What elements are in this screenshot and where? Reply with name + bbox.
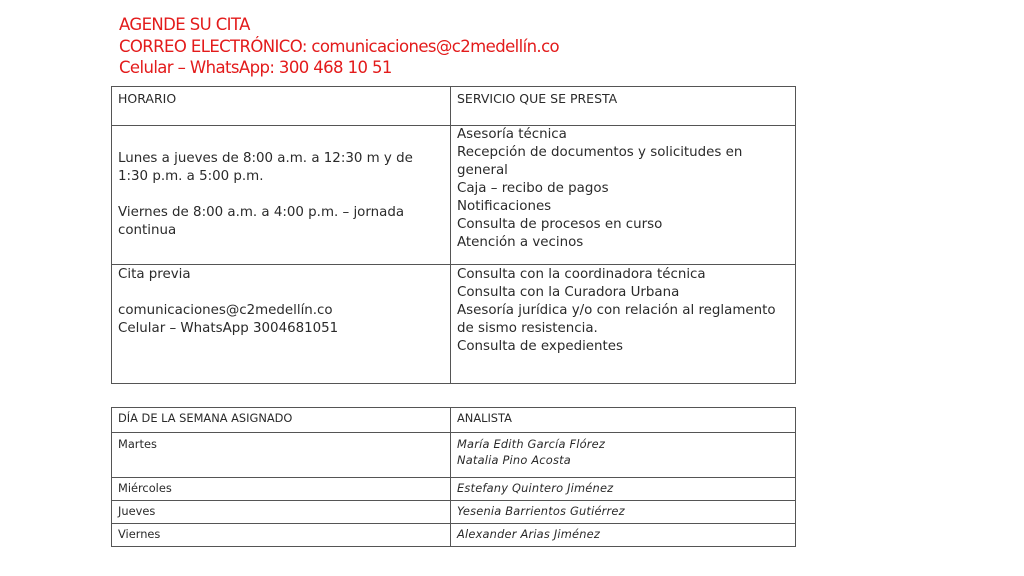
service-item: Consulta de expedientes <box>457 339 623 354</box>
service-item: Consulta de procesos en curso <box>457 217 663 232</box>
day-cell: Miércoles <box>112 478 451 501</box>
email-line: CORREO ELECTRÓNICO: comunicaciones@c2medellín.co <box>119 36 560 56</box>
service-item: Asesoría técnica <box>457 127 567 142</box>
header-servicio: SERVICIO QUE SE PRESTA <box>451 87 796 126</box>
services-cell <box>451 126 796 265</box>
cita-email: comunicaciones@c2medellín.co <box>118 303 333 318</box>
analyst-name: Estefany Quintero Jiménez <box>451 478 796 501</box>
analyst-cell <box>451 433 796 478</box>
analyst-table <box>111 407 796 547</box>
horario-cell <box>112 126 451 265</box>
service-item: Caja – recibo de pagos <box>457 181 609 196</box>
table-row <box>112 478 796 501</box>
analyst-name: Alexander Arias Jiménez <box>451 524 796 547</box>
table-row <box>112 265 796 384</box>
analyst-name: María Edith García Flórez <box>457 437 606 451</box>
horario-friday: Viernes de 8:00 a.m. a 4:00 p.m. – jornada continua <box>118 205 405 238</box>
schedule-table <box>111 86 796 384</box>
contact-header <box>119 14 559 79</box>
analyst-name: Yesenia Barrientos Gutiérrez <box>451 501 796 524</box>
phone-line: Celular – WhatsApp: 300 468 10 51 <box>119 58 392 77</box>
table-row <box>112 126 796 265</box>
cita-previa-title: Cita previa <box>118 267 191 282</box>
cita-previa-cell <box>112 265 451 384</box>
horario-weekdays: Lunes a jueves de 8:00 a.m. a 12:30 m y de 1:30 p.m. a 5:00 p.m. <box>118 151 413 184</box>
header-dia: DÍA DE LA SEMANA ASIGNADO <box>112 408 451 433</box>
table-row <box>112 501 796 524</box>
service-item: Notificaciones <box>457 199 552 214</box>
appointment-title: AGENDE SU CITA <box>119 15 250 34</box>
header-analista: ANALISTA <box>451 408 796 433</box>
day-cell: Martes <box>112 433 451 478</box>
service-item: Recepción de documentos y solicitudes en general <box>457 145 743 178</box>
services-cell <box>451 265 796 384</box>
day-cell: Viernes <box>112 524 451 547</box>
table-header-row <box>112 408 796 433</box>
service-item: Asesoría jurídica y/o con relación al reglamento de sismo resistencia. <box>457 303 776 336</box>
table-row <box>112 433 796 478</box>
service-item: Consulta con la Curadora Urbana <box>457 285 680 300</box>
table-row <box>112 524 796 547</box>
analyst-name: Natalia Pino Acosta <box>457 453 571 467</box>
cita-phone: Celular – WhatsApp 3004681051 <box>118 321 339 336</box>
header-horario: HORARIO <box>112 87 451 126</box>
service-item: Atención a vecinos <box>457 235 584 250</box>
day-cell: Jueves <box>112 501 451 524</box>
table-header-row <box>112 87 796 126</box>
service-item: Consulta con la coordinadora técnica <box>457 267 706 282</box>
